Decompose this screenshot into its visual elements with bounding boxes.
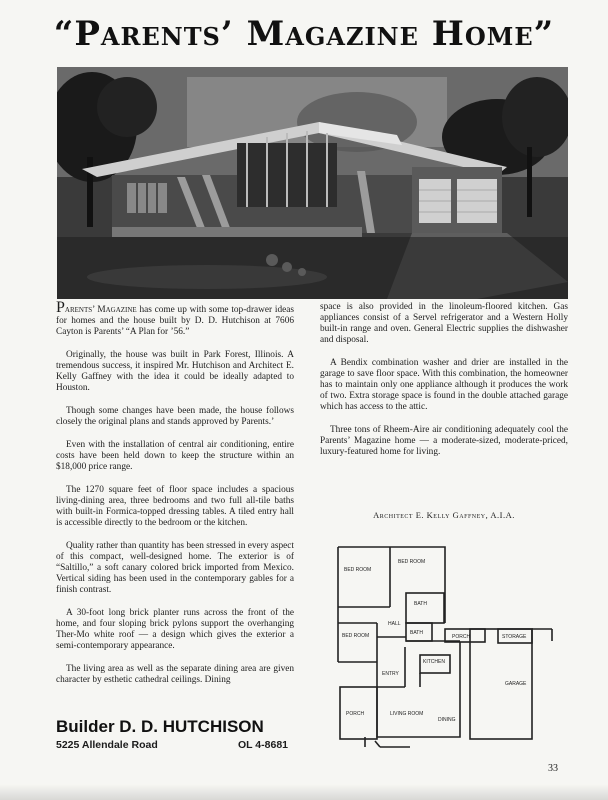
paragraph: Quality rather than quantity has been stressed in every aspect of this compact, well-designed home. The exterior is of “Saltillo,” a soft canary colored brick imported from Mexico. Vertical siding has been used in the contemporary gables for a finish contrast. <box>56 541 294 595</box>
fp-bath-1: BATH <box>414 601 427 607</box>
fp-hall: HALL <box>388 621 401 627</box>
builder-name: Builder D. D. HUTCHISON <box>56 717 264 736</box>
paragraph: Even with the installation of central air conditioning, entire costs have been held down to keep the structure within an $18,000 price range. <box>56 440 294 472</box>
paragraph: A Bendix combination washer and drier are installed in the garage to save floor space. With this combination, the homeowner has to maintain only one appliance although it produces the work of two. Extra storage space is found in the double attached garage which has access to the attic. <box>320 358 568 412</box>
page-title: “Parents’ Magazine Home” <box>53 14 555 54</box>
paragraph: Three tons of Rheem-Aire air conditioning adequately cool the Parents’ Magazine home — a moderate-sized, moderate-priced, luxury-featured home for living. <box>320 425 568 457</box>
intro-paragraph: Parents’ Magazine has come up with some top-drawer ideas for homes and the house built by D. D. Hutchison at 7606 Cayton is Parents’ “A Plan for ’56.” <box>56 299 294 337</box>
builder-address: 5225 Allendale Road <box>56 739 158 751</box>
paragraph: Though some changes have been made, the house follows closely the original plans and stands approved by Parents.’ <box>56 406 294 427</box>
fp-garage: GARAGE <box>505 681 527 687</box>
fp-bedroom-1: BED ROOM <box>344 567 372 573</box>
page-number: 33 <box>548 763 558 774</box>
paragraph: A 30-foot long brick planter runs across the front of the home, and four sloping brick pylons support the overhanging Ther-Mo white roof — a design which gives the exterior a semi-contemporary appearance. <box>56 608 294 651</box>
left-text-column <box>56 299 294 698</box>
architect-credit: Architect E. Kelly Gaffney, A.I.A. <box>373 510 515 520</box>
fp-porch-top: PORCH <box>452 634 471 640</box>
paragraph: space is also provided in the linoleum-floored kitchen. Gas appliances consist of a Servel refrigerator and a Western Holly built-in range and oven. General Electric supplies the dishwasher and disposal. <box>320 302 568 345</box>
house-illustration <box>57 67 568 299</box>
fp-storage: STORAGE <box>502 634 527 640</box>
floor-plan <box>320 537 570 749</box>
fp-kitchen: KITCHEN <box>423 659 445 665</box>
builder-phone: OL 4-8681 <box>238 739 289 751</box>
paragraph: The 1270 square feet of floor space includes a spacious living-dining area, three bedrooms and two full all-tile baths with built-in Formica-topped dressing tables. A tiled entry hall is accessible directly to the bedroom or the kitchen. <box>56 485 294 528</box>
fp-bedroom-2: BED ROOM <box>398 559 426 565</box>
fp-porch-left: PORCH <box>346 711 365 717</box>
fp-living-room: LIVING ROOM <box>390 711 424 717</box>
paragraph: Originally, the house was built in Park Forest, Illinois. A tremendous success, it inspired Mr. Hutchison and Architect E. Kelly Gaffney with the idea it could be ideally adapted to Houston. <box>56 350 294 393</box>
fp-dining: DINING <box>438 717 456 723</box>
fp-bedroom-3: BED ROOM <box>342 633 370 639</box>
fp-entry: ENTRY <box>382 671 399 677</box>
right-text-column <box>320 302 568 470</box>
scan-edge-shadow <box>0 784 608 800</box>
fp-bath-2: BATH <box>410 630 423 636</box>
paragraph: The living area as well as the separate dining area are given character by esthetic cathedral ceilings. Dining <box>56 664 294 685</box>
